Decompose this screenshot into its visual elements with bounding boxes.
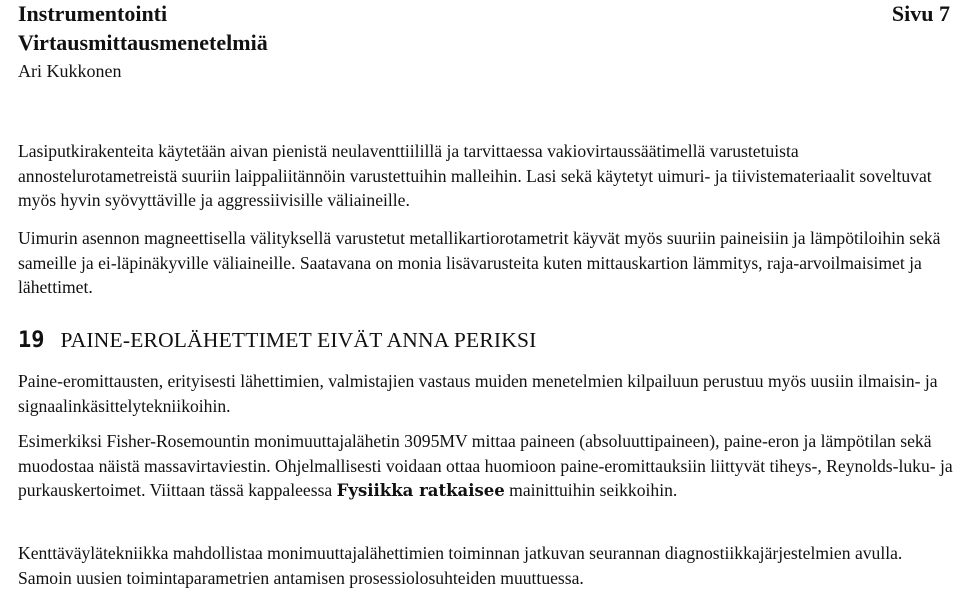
paragraph-fieldbus: Kenttäväylätekniikka mahdollistaa monimuuttajalähettimien toiminnan jatkuvan seurannan diagnostiikkajärjestelmien avulla. Samoin uusien toimintaparametrien antamisen prosessiolosuhteiden muuttuessa.	[18, 543, 903, 588]
document-subtitle: Virtausmittausmenetelmiä	[18, 30, 268, 55]
section-number: 19	[18, 328, 45, 353]
paragraph-pressure-difference: Paine-eromittausten, erityisesti lähettimien, valmistajien vastaus muiden menetelmien kilpailuun perustuu myös uusiin ilmaisin- ja signaalinkäsittelytekniikoihin.	[18, 371, 938, 416]
paragraph-metal-rotameters: Uimurin asennon magneettisella välityksellä varustetut metallikartiorotametrit käyvät myös suuriin paineisiin ja lämpötiloihin sekä sameille ja ei-läpinäkyville väliaineille. Saatavana on monia lisävarusteita kuten mittauskartion lämmitys, raja-arvoilmaisimet ja lähettimet.	[18, 228, 941, 298]
page-number: Sivu 7	[891, 1, 950, 26]
paragraph-glass-rotameters: Lasiputkirakenteita käytetään aivan pienistä neulaventtiilillä ja tarvittaessa vakiovirtaussäätimellä varustetuista annostelurotametreistä suuriin laippaliitännöin varustettuihin malleihin. Lasi sekä käytetyt uimuri- ja tiivistemateriaalit soveltuvat myös hyvin syövyttäville ja aggressiivisille väliaineille.	[18, 141, 932, 211]
header-row	[18, 0, 950, 28]
referenced-section-term: Fysiikka ratkaisee	[336, 481, 505, 501]
document-title: Instrumentointi	[18, 1, 168, 26]
section-heading	[18, 325, 953, 356]
paragraph-multivariable-transmitter	[18, 429, 953, 504]
author-name: Ari Kukkonen	[18, 61, 122, 81]
paragraph-text-after: mainittuihin seikkoihin.	[509, 480, 678, 501]
paragraph-text-before: Esimerkiksi Fisher-Rosemountin monimuuttajalähetin 3095MV mittaa paineen (absoluuttipaineen), paine-eron ja lämpötilan sekä muodostaa näistä massavirtaviestin. Ohjelmallisesti voidaan ottaa huomioon paine-eromittauksiin liittyvät tiheys-, Reynolds-luku- ja purkauskertoimet. Viittaan tässä kappaleessa	[18, 431, 953, 501]
page-header	[18, 0, 950, 84]
section-title: PAINE-EROLÄHETTIMET EIVÄT ANNA PERIKSI	[60, 328, 537, 352]
